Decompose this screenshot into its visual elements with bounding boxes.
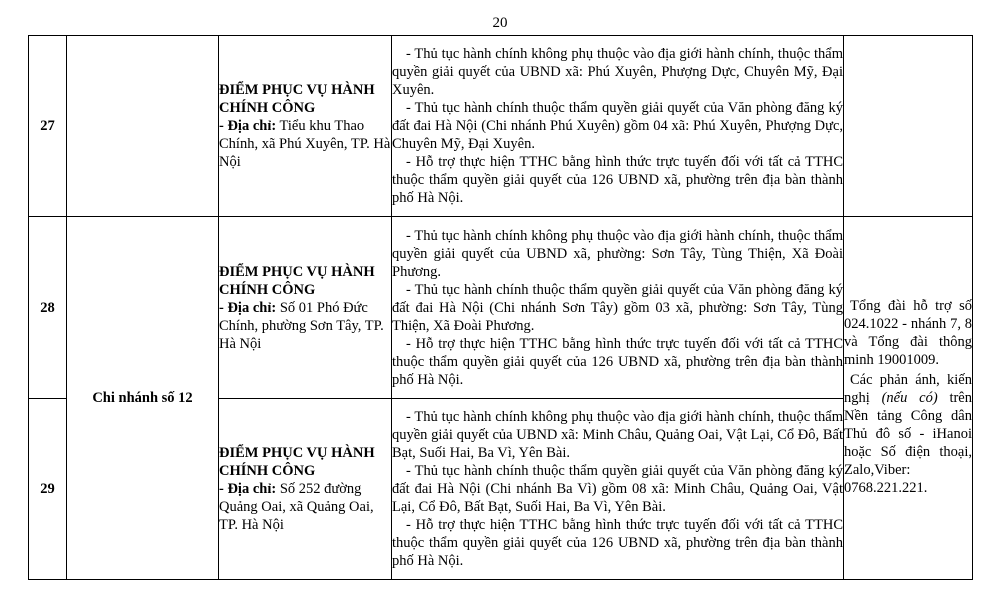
- procedures-cell: [392, 36, 844, 217]
- branch-cell: Chi nhánh số 12: [67, 217, 219, 580]
- procedure-item: - Thủ tục hành chính không phụ thuộc vào địa giới hành chính, thuộc thẩm quyền giải quyết của UBND xã: Minh Châu, Quảng Oai, Vật Lại, Cổ Đô, Bất Bạt, Suối Hai, Ba Vì, Yên Bài.: [392, 409, 843, 461]
- page-number: 20: [492, 15, 508, 31]
- procedure-item: - Thủ tục hành chính không phụ thuộc vào địa giới hành chính, thuộc thẩm quyền giải quyết của UBND xã, phường: Sơn Tây, Tùng Thiện, Xã Đoài Phương.: [392, 227, 843, 280]
- procedures-cell: [392, 217, 844, 399]
- service-point-cell: [219, 36, 392, 217]
- support-cell: [844, 217, 973, 580]
- service-point-title: ĐIỂM PHỤC VỤ HÀNH CHÍNH CÔNG: [219, 445, 375, 479]
- service-point-title: ĐIỂM PHỤC VỤ HÀNH CHÍNH CÔNG: [219, 82, 375, 116]
- branch-cell-empty: [67, 36, 219, 217]
- service-point-title: ĐIỂM PHỤC VỤ HÀNH CHÍNH CÔNG: [219, 263, 375, 298]
- table-row: [29, 36, 973, 217]
- hotline-text: Tổng đài hỗ trợ số 024.1022 - nhánh 7, 8 và Tổng đài thông minh 19001009.: [844, 298, 972, 368]
- feedback-text: Các phản ánh, kiến nghị (nếu có) trên Nền tảng Công dân Thủ đô số - iHanoi hoặc Số điện thoại, Zalo,Viber: 0768.221.221.: [844, 372, 972, 496]
- procedure-item: - Hỗ trợ thực hiện TTHC bằng hình thức trực tuyến đối với tất cả TTHC thuộc thẩm quyền giải quyết của 126 UBND xã, phường trên địa bàn thành phố Hà Nội.: [392, 154, 843, 206]
- service-point-cell: [219, 217, 392, 399]
- row-number: 27: [29, 36, 67, 217]
- address-label: - Địa chỉ:: [219, 118, 277, 134]
- procedure-item: - Hỗ trợ thực hiện TTHC bằng hình thức trực tuyến đối với tất cả TTHC thuộc thẩm quyền giải quyết của 126 UBND xã, phường trên địa bàn thành phố Hà Nội.: [392, 517, 843, 569]
- support-cell-empty: [844, 36, 973, 217]
- row-number: 29: [29, 399, 67, 580]
- address-text: Số 252 đường Quảng Oai, xã Quảng Oai, TP. Hà Nội: [219, 481, 374, 533]
- procedure-item: - Thủ tục hành chính thuộc thẩm quyền giải quyết của Văn phòng đăng ký đất đai Hà Nội (Chi nhánh Phú Xuyên) gồm 04 xã: Phú Xuyên, Phượng Dực, Chuyên Mỹ, Đại Xuyên.: [392, 100, 843, 152]
- procedure-item: - Thủ tục hành chính không phụ thuộc vào địa giới hành chính, thuộc thẩm quyền giải quyết của UBND xã: Phú Xuyên, Phượng Dực, Chuyên Mỹ, Đại Xuyên.: [392, 46, 843, 98]
- address-text: Tiểu khu Thao Chính, xã Phú Xuyên, TP. Hà Nội: [219, 118, 391, 170]
- procedure-item: - Thủ tục hành chính thuộc thẩm quyền giải quyết của Văn phòng đăng ký đất đai Hà Nội (Chi nhánh Sơn Tây) gồm 03 xã, phường: Sơn Tây, Tùng Thiện, Xã Đoài Phương.: [392, 281, 843, 334]
- procedures-cell: [392, 399, 844, 580]
- address-text: Số 01 Phó Đức Chính, phường Sơn Tây, TP. Hà Nội: [219, 299, 384, 352]
- row-number: 28: [29, 217, 67, 399]
- service-point-cell: [219, 399, 392, 580]
- table-row: [29, 217, 973, 399]
- procedure-item: - Hỗ trợ thực hiện TTHC bằng hình thức trực tuyến đối với tất cả TTHC thuộc thẩm quyền giải quyết của 126 UBND xã, phường trên địa bàn thành phố Hà Nội.: [392, 335, 843, 388]
- procedure-item: - Thủ tục hành chính thuộc thẩm quyền giải quyết của Văn phòng đăng ký đất đai Hà Nội (Chi nhánh Ba Vì) gồm 08 xã: Minh Châu, Quảng Oai, Vật Lại, Cổ Đô, Bất Bạt, Suối Hai, Ba Vì, Yên Bài.: [392, 463, 843, 515]
- address-label: - Địa chỉ:: [219, 481, 277, 497]
- address-label: - Địa chỉ:: [219, 299, 277, 316]
- service-points-table: [28, 35, 973, 580]
